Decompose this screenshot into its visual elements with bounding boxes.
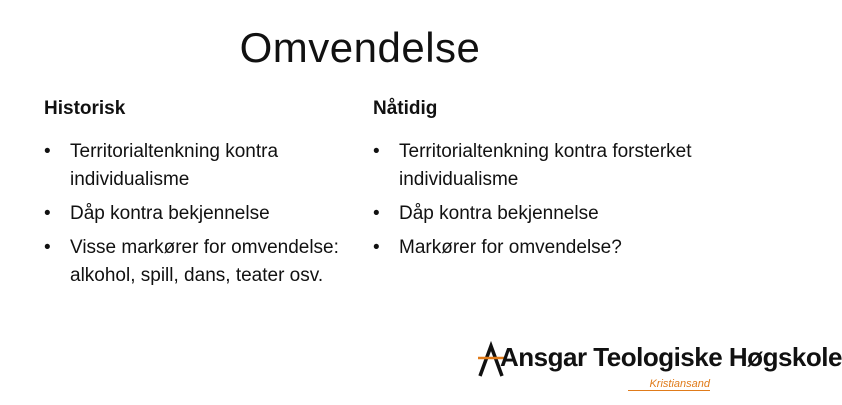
column-heading-natidig: Nåtidig bbox=[373, 98, 438, 119]
slide-title: Omvendelse bbox=[239, 24, 481, 71]
list-item bbox=[44, 200, 344, 228]
list-item-text: Dåp kontra bekjennelse bbox=[399, 203, 599, 224]
bullet-icon: • bbox=[44, 141, 51, 162]
list-item bbox=[44, 138, 344, 194]
list-item bbox=[373, 138, 693, 194]
bullet-list-natidig bbox=[373, 138, 693, 262]
bullet-list-historisk bbox=[44, 138, 344, 290]
logo-underline bbox=[628, 390, 710, 391]
bullet-icon: • bbox=[44, 237, 51, 258]
list-item-text: Markører for omvendelse? bbox=[399, 237, 622, 258]
bullet-icon: • bbox=[373, 203, 380, 224]
school-logo bbox=[478, 340, 842, 400]
logo-subtitle: Kristiansand bbox=[649, 378, 710, 390]
bullet-icon: • bbox=[373, 141, 380, 162]
bullet-icon: • bbox=[44, 203, 51, 224]
column-heading-historisk: Historisk bbox=[44, 98, 126, 119]
list-item-text: Territorialtenkning kontra forsterket individualisme bbox=[399, 141, 692, 190]
list-item-text: Territorialtenkning kontra individualisme bbox=[70, 141, 279, 190]
list-item-text: Dåp kontra bekjennelse bbox=[70, 203, 270, 224]
logo-name: Ansgar Teologiske Høgskole bbox=[500, 342, 842, 372]
list-item bbox=[373, 200, 693, 228]
list-item-text: Visse markører for omvendelse: alkohol, spill, dans, teater osv. bbox=[70, 237, 339, 286]
list-item bbox=[44, 234, 344, 290]
list-item bbox=[373, 234, 693, 262]
column-historisk bbox=[44, 98, 344, 296]
column-natidig bbox=[373, 98, 693, 268]
bullet-icon: • bbox=[373, 237, 380, 258]
